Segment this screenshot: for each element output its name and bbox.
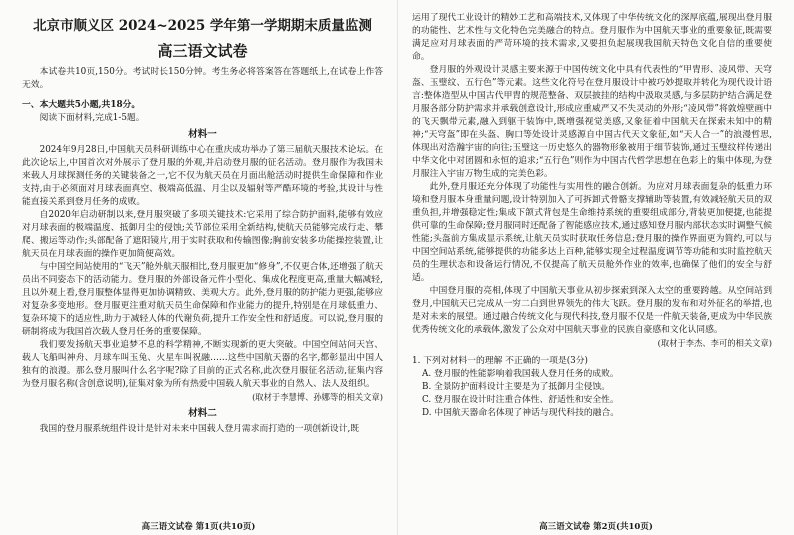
section-heading: 一、本大题共5小题,共18分。 xyxy=(22,100,141,110)
exam-instructions: 本试卷共10页,150分。考试时长150分钟。考生务必将答案答在答题纸上,在试卷上作答无效。 xyxy=(22,67,383,90)
material-one-paragraph: 与中国空间站使用的“飞天”舱外航天服相比,登月服更加“修身”,不仅更合体,还增强了航天员出不同姿态下的活动能力。登月服的外部设备元件小型化、集成化程度更高,重量大幅减轻,且以外观上看,登月服整体显得更加协调精致、美观大方。此外,登月服的防护能力更强,能够应对复杂多变地形。登月服更注重对航天员生命保障和作业能力的提升,特别是在月球低重力、复杂环境下的适应性,助力于减轻人体的代谢负荷,提升工作安全性和舒适度。可以说,登月服的研制将成为我国首次载人登月任务的重要保障。 xyxy=(22,262,383,337)
page-footer: 高三语文试卷 第2页(共10页) xyxy=(539,522,653,532)
material-one-title: 材料一 xyxy=(188,129,217,140)
material-two-paragraph: 登月服的外观设计灵感主要来源于中国传统文化中具有代表性的“甲胄形、凌风带、天穹盔、玉璧纹、五行色”等元素。这些文化符号在登月服设计中被巧妙提取并转化为现代设计语言:整体造型从中国古代甲胄的规范整备、双层披挂的结构中汲取灵感,与多层防护结合满足登月服各部分防护需求并承载创意设计,形成应重威严又不失灵动的外形;“凌风带”将敦煌壁画中的飞天飘带元素,融入到躯干装饰中,既增强视觉美感,又象征着中国航天在探索未知中的精神;“天穹盔”即在头盔、胸口等处设计灵感源自中国古代天文象征,如“天人合一”的浪漫哲思,体现出对浩瀚宇宙的向往;玉璧这一历史悠久的器物形象被用于细节装饰,通过玉璧纹样传递出中华文化中对团圆和永恒的追求;“五行色”则作为中国古代哲学思想在色彩上的集中体现,为登月服注入宇宙万物生成的完美色彩。 xyxy=(412,65,772,179)
material-two-paragraph: 此外,登月服还充分体现了功能性与实用性的融合创新。为应对月球表面复杂的低重力环境和登月服本身重量问题,设计特别加入了可拆卸式骨骼支撑辅助等装置,有效减轻航天员的双重负担,并增强稳定性;集成下颌式背包是生命维持系统的重要组成部分,背装更加便捷,也能提供可靠的生命保障;登月服同时还配备了智能感应技术,通过感知登月服内部状态实时调整气候性能;头盔前方集成显示系统,让航天员实时获取任务信息;登月服的操作界面更为简约,可以与中国空间站系统,能够提供的功能多达上百种,能够实现全过程温度调节等功能和实时监控航天员的生理状态和设备运行情况,不仅提高了航天员舱外作业的效率,也确保了他们的安全与舒适。 xyxy=(412,182,772,283)
section-instruction: 阅读下面材料,完成1-5题。 xyxy=(39,113,145,123)
question-option: B. 全景防护面料设计主要是为了抵御月尘侵蚀。 xyxy=(422,382,610,392)
material-one-source: (取材于李慧博、孙娜等的相关文章) xyxy=(252,392,383,402)
material-two-paragraph: 中国登月服的亮相,体现了中国航天事业从初步探索到深入太空的重要跨越。从空间站到登月,中国航天已完成从一穷二白到世界领先的伟大飞跃。登月服的发布和对外征名的举措,也是对未来的展望。通过融合传统文化与现代科技,登月服不仅是一件航天装备,更成为中华民族优秀传统文化的承载体,激发了公众对中国航天事业的民族自豪感和文化认同感。 xyxy=(412,286,772,335)
material-one-paragraph: 自2020年启动研制以来,登月服突破了多项关键技术:它采用了综合防护面料,能够有效应对月球表面的极端温度、抵御月尘的侵蚀;关节部位采用全新结构,使航天员能够完成行走、攀爬、搬运等动作;头部配备了遮阳镜片,用于实时获取和传输图像;胸前安装多功能操控装置,让航天员在月球表面的操作更加简便高效。 xyxy=(22,210,383,259)
question-option: C. 登月服在设计时注重合体性、舒适性和安全性。 xyxy=(422,395,619,405)
question-option: A. 登月服的性能影响着我国载人登月任务的成败。 xyxy=(422,369,619,379)
material-one-paragraph: 2024年9月28日,中国航天员科研训练中心在重庆成功举办了第三届航天服技术论坛。在此次论坛上,中国首次对外展示了登月服的外观,并启动登月服的征名活动。登月服作为我国未来载人月球探测任务的关键装备之一,它不仅为航天员在月面出舱活动时提供生命保障和作业支持,由于必须面对月球表面真空、极端高低温、月尘以及辐射等严酷环境的考验,其设计与性能直接关系到登月任务的成败。 xyxy=(22,145,383,207)
exam-title: 北京市顺义区 2024~2025 学年第一学期期末质量监测 xyxy=(33,18,372,34)
material-one-paragraph: 我们要发扬航天事业追梦不息的科学精神,不断实现新的更大突破。中国空间站问天宫、载人飞船叫神舟、月球车叫玉兔、火星车叫祝融……这些中国航天器的名字,都彰显出中国人独有的浪漫。那么登月服叫什么名字呢?除了目前的正式名称,此次登月服征名活动,征集内容为登月服名称(含创意说明),征集对象为所有热爱中国载人航天事业的自然人、法人及组织。 xyxy=(22,340,383,389)
material-two-source: (取材于李杰、李可的相关文章) xyxy=(657,338,772,348)
material-two-paragraph: 我国的登月服系统组件设计是针对未来中国载人登月需求而打造的一项创新设计,既 xyxy=(39,424,360,434)
exam-subtitle: 高三语文试卷 xyxy=(157,42,248,60)
page-two xyxy=(397,0,794,535)
question-option: D. 中国航天器命名体现了神话与现代科技的融合。 xyxy=(422,408,620,418)
question-stem: 1. 下列对材料一的理解 不正确的一项是(3分) xyxy=(412,356,588,366)
material-two-title: 材料二 xyxy=(188,408,217,419)
page-footer: 高三语文试卷 第1页(共10页) xyxy=(141,522,256,532)
material-two-paragraph: 运用了现代工业设计的精妙工艺和高端技术,又体现了中华传统文化的深厚底蕴,展现出登月服的功能性、艺术性与文化特色完美融合的特点。登月服作为中国航天事业的重要象征,既需要满足应对月球表面的严苛环境的技术需求,又要担负起展现我国航天特色文化自信的重要使命。 xyxy=(412,13,772,62)
